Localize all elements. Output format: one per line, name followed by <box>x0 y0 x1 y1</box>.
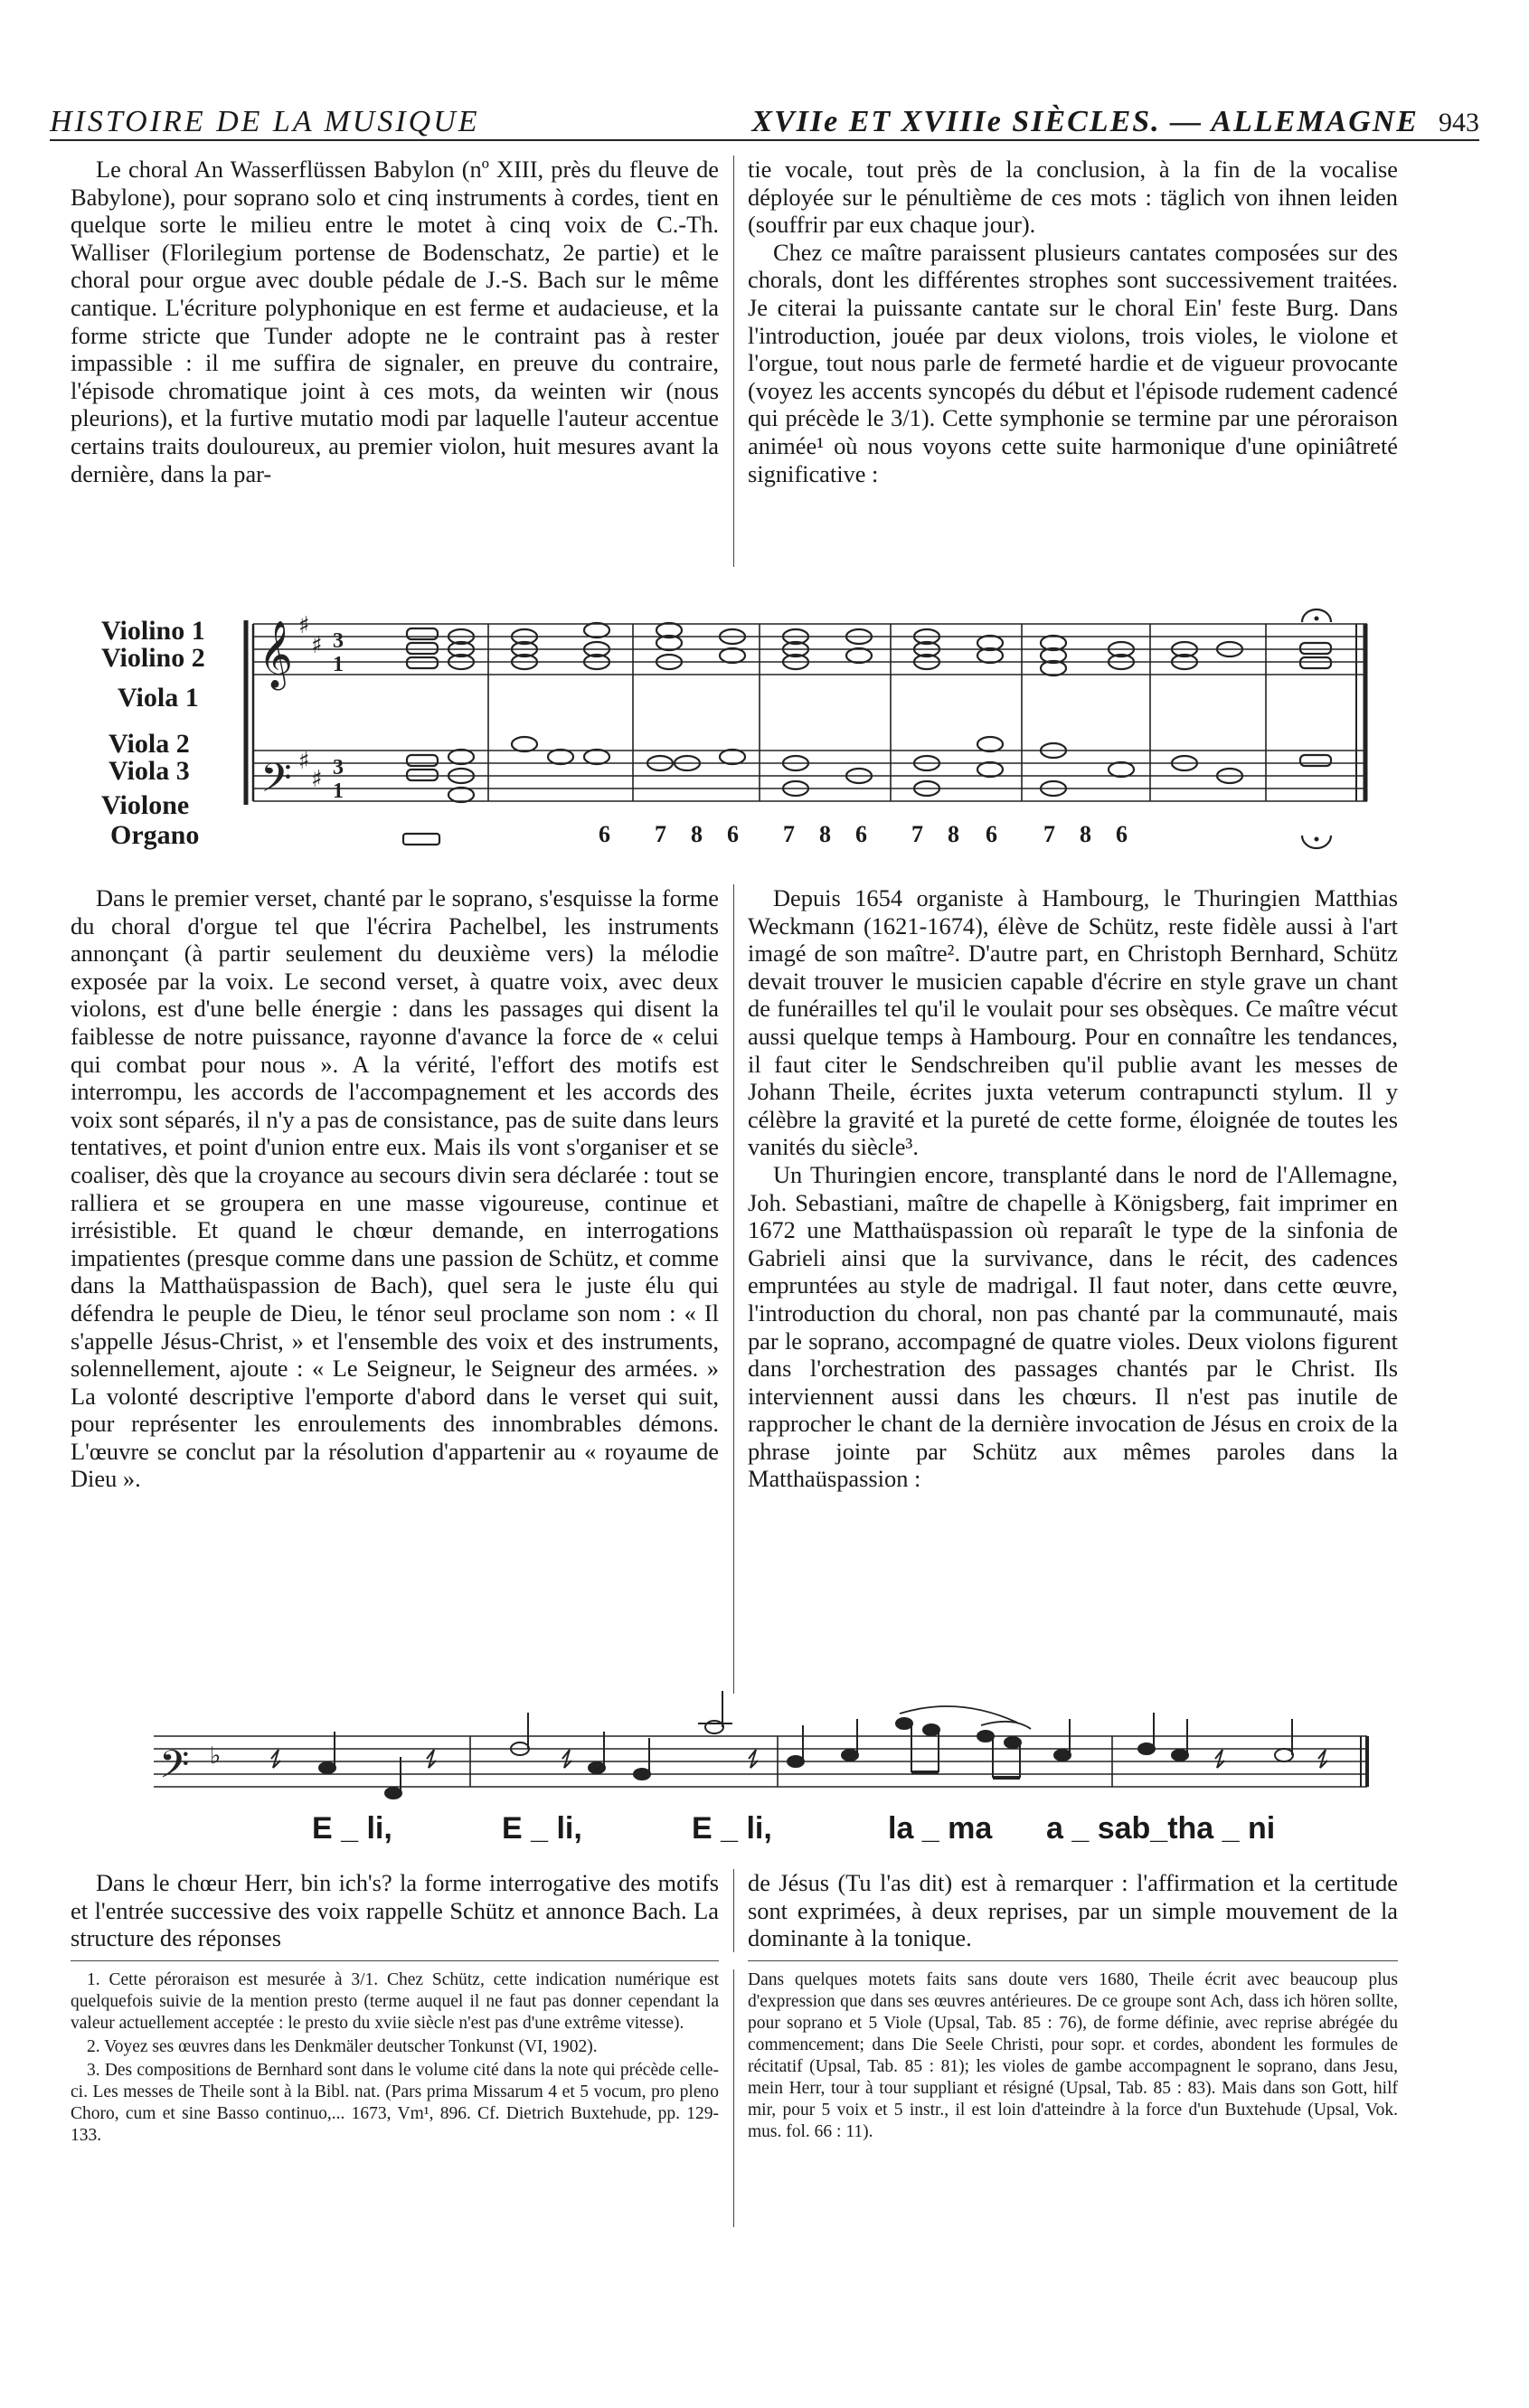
lyric: E _ li, <box>692 1811 772 1846</box>
middle-left-column <box>71 884 719 1698</box>
top-left-column <box>71 156 719 581</box>
top-right-column <box>748 156 1398 581</box>
instrument-label: Viola 1 <box>118 683 199 713</box>
figure: 7 <box>783 821 795 847</box>
paragraph: tie vocale, tout près de la conclusion, à la fin de la vocalise déployée sur le pénultième de ces mots : täglich von ihnen leiden (souffrir par eux chaque jour). <box>748 156 1398 239</box>
svg-text:3: 3 <box>333 756 344 779</box>
figure: 6 <box>599 821 610 847</box>
svg-text:♭: ♭ <box>210 1742 222 1770</box>
figure: 8 <box>1080 821 1091 847</box>
svg-text:♯: ♯ <box>311 766 323 793</box>
bass-clef-icon: 𝄢 <box>260 754 292 811</box>
paragraph: de Jésus (Tu l'as dit) est à remarquer : l'affirmation et la certitude sont exprimées, à deux reprises, par un simple mouvement de la dominante à la tonique. <box>748 1869 1398 1952</box>
instrument-label: Viola 3 <box>109 756 190 786</box>
instrument-label: Violone <box>101 790 190 820</box>
svg-text:♯: ♯ <box>298 612 310 639</box>
paragraph: Dans le premier verset, chanté par le soprano, s'esquisse la forme du choral d'orgue tel que l'écrira Pachelbel, les instruments annonçant (à partir seulement du deuxième vers) la mélodie exposée par la voix. Le second verset, à quatre voix, avec deux violons, est d'une belle énergie : dans les passages qui disent la faiblesse de notre puissance, rayonne d'avance la force de « celui qui combat pour nous ». A la vérité, l'effort des motifs est interrompu, les accords de l'accompagnement et les accords des voix sont séparés, il n'y a pas de consistance, pas de suite dans leurs tentatives, et point d'union entre eux. Mais ils vont s'organiser et se coaliser, dès que la croyance au secours divin sera déclarée : tout se ralliera et se groupera en une masse vigoureuse, continue et irrésistible. Et quand le chœur demande, en interrogations impatientes (presque comme dans une passion de Schütz, et comme dans la Matthaüspassion de Bach), quel sera le juste élu qui défendra le peuple de Dieu, le ténor seul proclame son nom : « Il s'appelle Jésus-Christ, » et l'ensemble des voix et des instruments, solennellement, ajoute : « Le Seigneur, le Seigneur des armées. » La volonté descriptive l'emporte d'abord dans le verset qui suit, pour représenter les enroulements des innombrables démons. L'œuvre se conclut par la résolution d'appartenir au « royaume de Dieu ». <box>71 884 719 1493</box>
middle-right-column <box>748 884 1398 1698</box>
column-divider <box>733 1869 734 1952</box>
paragraph: Le choral An Wasserflüssen Babylon (nº XIII, près du fleuve de Babylone), pour soprano solo et cinq instruments à cordes, tient en quelque sorte le milieu entre le motet à cinq voix de C.-Th. Walliser (Florilegium portense de Bodenschatz, 2e partie) et le choral pour orgue avec double pédale de J.-S. Bach sur le même cantique. L'écriture polyphonique en est ferme et audacieuse, et la forme stricte que Tunder adopte ne le contraint pas à rester impassible : il me suffira de signaler, en preuve du contraire, l'épisode chromatique joint à ces mots, da weinten wir (nous pleurions), et la furtive mutatio modi par laquelle l'auteur accentue certains traits douloureux, au premier violon, huit mesures avant la dernière, dans la par- <box>71 156 719 487</box>
paragraph: Dans le chœur Herr, bin ich's? la forme interrogative des motifs et l'entrée successive des voix rappelle Schütz et annonce Bach. La structure des réponses <box>71 1869 719 1952</box>
instrument-label: Viola 2 <box>109 729 190 759</box>
figure: 6 <box>727 821 739 847</box>
header-title-right <box>751 105 1479 139</box>
svg-text:1: 1 <box>333 653 344 676</box>
lyric: E _ li, <box>312 1811 392 1846</box>
figure: 8 <box>819 821 831 847</box>
bottom-left-column <box>71 1869 719 1956</box>
lyric: la _ ma <box>888 1811 993 1846</box>
footnote: Dans quelques motets faits sans doute vers 1680, Theile écrit avec beaucoup plus d'expression que dans ses œuvres antérieures. De ce groupe sont Ach, dass ich hören sollte, pour soprano et 5 Viole (Upsal, Tab. 85 : 76), de forme définie, avec reprise abrégée du commencement; dans Die Seele Christi, pour sopr. et cordes, abondent les formules de récitatif (Upsal, Tab. 85 : 81); les violes de gambe accompagnent le soprano, dans Jesu, mein Herr, tour à tour suppliant et résigné (Upsal, Tab. 85 : 83). Mais dans son Gott, hilf mir, pour 5 voix et 5 instr., il est loin d'atteindre à la force d'un Buxtehude (Upsal, Vok. mus. fol. 66 : 11). <box>748 1970 1398 2141</box>
footnote-rule <box>71 1960 719 1961</box>
fermata-icon <box>1302 609 1331 622</box>
bass-clef-icon: 𝄢 <box>159 1742 190 1797</box>
column-divider <box>733 156 734 567</box>
figure: 6 <box>986 821 997 847</box>
svg-text:3: 3 <box>333 629 344 653</box>
header-title-left: HISTOIRE DE LA MUSIQUE <box>50 105 480 138</box>
footnote: 3. Des compositions de Bernhard sont dans le volume cité dans la note qui précède celle-ci. Les messes de Theile sont à la Bibl. nat. (Pars prima Missarum 4 et 5 vocum, pro pleno Choro, cum et sine Basso continuo,... 1673, Vm¹, 896. Cf. Dietrich Buxtehude, pp. 129-133. <box>71 2061 719 2145</box>
column-divider <box>733 1969 734 2227</box>
footnote-rule <box>748 1960 1398 1961</box>
instrument-label: Organo <box>110 820 200 850</box>
running-header <box>50 98 1479 141</box>
footnotes-right <box>748 1969 1398 2241</box>
paragraph: Un Thuringien encore, transplanté dans le nord de l'Allemagne, Joh. Sebastiani, maître de chapelle à Königsberg, fait imprimer en 1672 une Matthaüspassion où reparaît le type de la sinfonia de Gabrieli ainsi que la survivance, dans le récit, des cadences empruntées au style de madrigal. Il faut noter, dans cette œuvre, l'introduction du choral, non pas chanté par la communauté, mais par le soprano, accompagné de quatre violes. Deux violons figurent dans l'orchestration des passages chantés par le Christ. Ils interviennent aussi dans les chœurs. Il n'est pas inutile de rapprocher le chant de la dernière invocation de Jésus en croix de la phrase jointe par Schütz aux mêmes paroles dans la Matthaüspassion : <box>748 1160 1398 1493</box>
paragraph: Chez ce maître paraissent plusieurs cantates composées sur des chorals, dont les différentes strophes sont successivement traitées. Je citerai la puissante cantate sur le choral Ein' feste Burg. Dans l'introduction, jouée par deux violons, trois violes, le violone et l'orgue, tout nous parle de fermeté hardie et de vigueur provocante (voyez les accents syncopés du début et l'épisode rudement cadencé qui précède le 3/1). Cette symphonie se termine par une péroraison animée¹ où nous voyons cette suite harmonique d'une opiniâtreté significative : <box>748 238 1398 487</box>
lyric: E _ li, <box>502 1811 582 1846</box>
figure: 8 <box>948 821 959 847</box>
figure: 7 <box>1043 821 1055 847</box>
instrument-label: Violino 1 <box>101 616 205 646</box>
instrument-label: Violino 2 <box>101 643 205 673</box>
figure: 7 <box>655 821 666 847</box>
svg-text:♯: ♯ <box>298 748 310 775</box>
header-section: XVIIe ET XVIIIe SIÈCLES. — ALLEMAGNE <box>751 105 1419 138</box>
figure: 6 <box>1116 821 1128 847</box>
svg-text:♯: ♯ <box>311 632 323 659</box>
paragraph: Depuis 1654 organiste à Hambourg, le Thuringien Matthias Weckmann (1621-1674), élève de Schütz, reste fidèle aussi à l'art imagé de son maître². D'autre part, en Christoph Bernhard, Schütz devait trouver le musicien capable d'écrire en style grave un chant de funérailles tel qu'il le voulait pour ses obsèques. Ce maître vécut aussi quelque temps à Hambourg. Pour en connaître les tendances, il faut citer le Sendschreiben qu'il publie avant les messes de Johann Theile, écrites juxta veterum contrapuncti stylum. Il y célèbre la gravité et la pureté de cette forme, éloignée de toutes les vanités du siècle³. <box>748 884 1398 1161</box>
figure: 7 <box>911 821 923 847</box>
footnotes-left <box>71 1969 719 2241</box>
page-number: 943 <box>1439 108 1479 137</box>
figure: 8 <box>691 821 703 847</box>
figure: 6 <box>855 821 867 847</box>
svg-text:1: 1 <box>333 779 344 803</box>
treble-clef-icon: 𝄞 <box>259 621 293 688</box>
bottom-right-column <box>748 1869 1398 1956</box>
lyric: a _ sab_tha _ ni <box>1046 1811 1276 1846</box>
footnote: 2. Voyez ses œuvres dans les Denkmäler deutscher Tonkunst (VI, 1902). <box>87 2037 598 2056</box>
column-divider <box>733 884 734 1694</box>
footnote: 1. Cette péroraison est mesurée à 3/1. Chez Schütz, cette indication numérique est quelquefois suivie de la mention presto (terme auquel il ne faut pas donner cependant la valeur actuellement acceptée : le presto du xviie siècle n'est pas d'une extrême vitesse). <box>71 1970 719 2033</box>
